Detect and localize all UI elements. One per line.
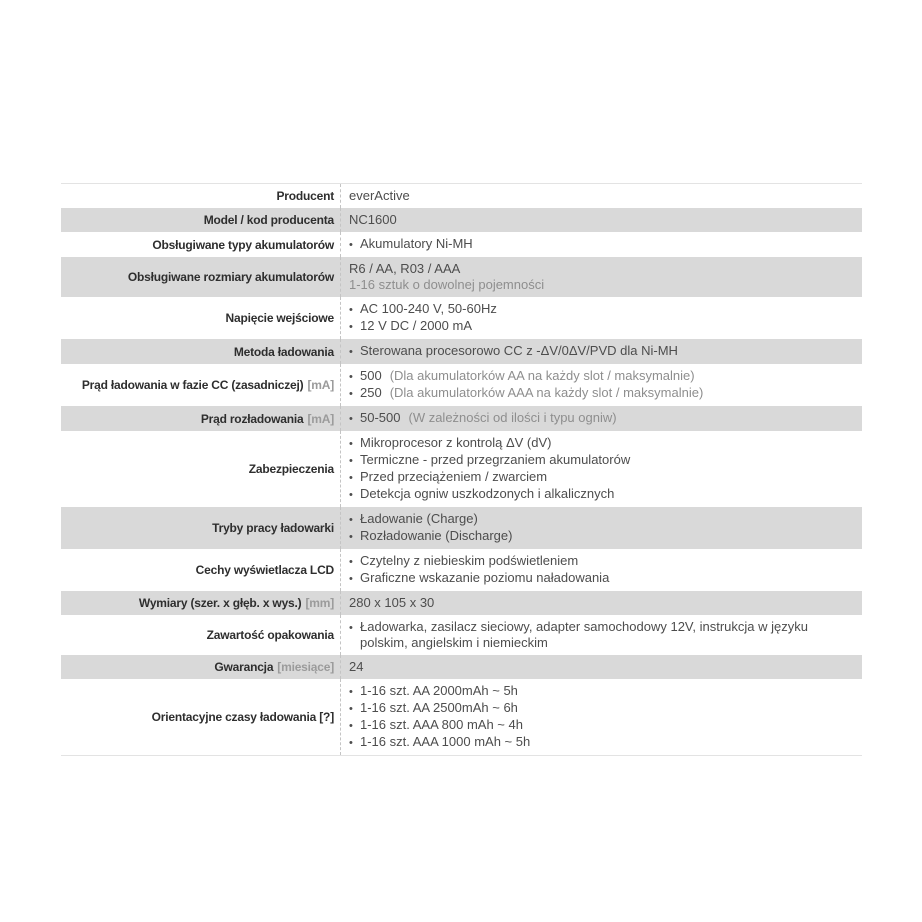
spec-value-text [349, 188, 852, 204]
spec-value-text [360, 700, 852, 716]
spec-value-line [349, 301, 852, 318]
spec-row [61, 232, 862, 257]
spec-value-segment: Graficzne wskazanie poziomu naładowania [360, 570, 610, 585]
bullet-icon: • [349, 514, 353, 526]
spec-value-text [360, 717, 852, 733]
bullet-icon: • [349, 556, 353, 568]
spec-row [61, 549, 862, 591]
spec-value [340, 297, 862, 339]
spec-value-segment: R6 / AA, R03 / AAA [349, 261, 461, 276]
spec-value [340, 232, 862, 257]
spec-value-segment: 280 x 105 x 30 [349, 595, 435, 610]
spec-label-text: Obsługiwane rozmiary akumulatorów [127, 270, 334, 284]
spec-value-segment: Czytelny z niebieskim podświetleniem [360, 553, 579, 568]
spec-label [61, 623, 340, 647]
bullet-icon: • [349, 703, 353, 715]
bullet-icon: • [349, 489, 353, 501]
spec-value-text [360, 452, 852, 468]
spec-label [61, 655, 340, 679]
bullet-icon: • [349, 573, 353, 585]
spec-value-text [360, 343, 852, 359]
spec-row [61, 507, 862, 549]
spec-value-text [360, 435, 852, 451]
spec-row [61, 406, 862, 431]
spec-value-segment: Rozładowanie (Discharge) [360, 528, 513, 543]
spec-row [61, 679, 862, 755]
spec-label-text: Obsługiwane typy akumulatorów [152, 237, 334, 252]
spec-row [61, 655, 862, 679]
spec-row [61, 431, 862, 507]
bullet-icon: • [349, 413, 353, 425]
spec-label-text: Model / kod producenta [203, 213, 334, 227]
spec-row [61, 339, 862, 364]
spec-value-text [360, 410, 852, 426]
spec-value-segment: 1-16 szt. AA 2500mAh ~ 6h [360, 700, 518, 715]
spec-value-segment: NC1600 [349, 212, 397, 227]
spec-value [340, 339, 862, 364]
spec-label [61, 340, 340, 364]
spec-value-line [349, 717, 852, 734]
spec-label-text: Gwarancja [214, 660, 274, 674]
spec-value-segment: (Dla akumulatorków AA na każdy slot / maksymalnie) [389, 368, 695, 383]
spec-row [61, 184, 862, 208]
spec-value-segment: Sterowana procesorowo CC z -ΔV/0ΔV/PVD dla Ni-MH [360, 343, 678, 358]
spec-label-unit: [mm] [305, 596, 334, 610]
spec-label-text: Zawartość opakowania [206, 628, 334, 642]
spec-label [61, 265, 340, 289]
spec-value-segment: Detekcja ogniw uszkodzonych i alkalicznych [360, 486, 615, 501]
spec-value-segment: Akumulatory Ni-MH [360, 236, 473, 251]
spec-value-line [349, 528, 852, 545]
spec-value-line [349, 452, 852, 469]
spec-value-line [349, 410, 852, 427]
spec-row [61, 591, 862, 615]
bullet-icon: • [349, 371, 353, 383]
spec-label [61, 591, 340, 615]
spec-value-text [360, 486, 852, 502]
spec-value-line [349, 385, 852, 402]
spec-value [340, 406, 862, 431]
spec-label [61, 184, 340, 208]
bullet-icon: • [349, 346, 353, 358]
bullet-icon: • [349, 686, 353, 698]
bullet-icon: • [349, 472, 353, 484]
spec-value-text [360, 734, 852, 750]
spec-value-line [349, 435, 852, 452]
spec-value-segment: (Dla akumulatorków AAA na każdy slot / maksymalnie) [389, 385, 704, 400]
spec-label-text: Wymiary (szer. x głęb. x wys.) [138, 596, 302, 610]
spec-label [61, 208, 340, 232]
spec-value-segment: Przed przeciążeniem / zwarciem [360, 469, 548, 484]
spec-value [340, 679, 862, 755]
bullet-icon: • [349, 622, 353, 634]
spec-value-text [349, 261, 852, 277]
spec-value-segment: 1-16 szt. AAA 800 mAh ~ 4h [360, 717, 523, 732]
spec-value [340, 184, 862, 208]
bullet-icon: • [349, 304, 353, 316]
spec-value-segment: 1-16 szt. AA 2000mAh ~ 5h [360, 683, 518, 698]
spec-label [61, 457, 340, 481]
spec-value [340, 208, 862, 232]
spec-label-text: Tryby pracy ładowarki [212, 521, 334, 535]
spec-value [340, 655, 862, 679]
spec-label-unit: [mA] [307, 411, 334, 426]
spec-value-line [349, 469, 852, 486]
spec-label-text: Prąd ładowania w fazie CC (zasadniczej) [81, 378, 304, 392]
spec-row [61, 364, 862, 406]
spec-value [340, 549, 862, 591]
spec-value-text [360, 511, 852, 527]
spec-label [61, 516, 340, 540]
spec-value-segment: AC 100-240 V, 50-60Hz [360, 301, 497, 316]
spec-row [61, 297, 862, 339]
spec-label [61, 233, 340, 257]
spec-value-text [349, 595, 852, 611]
spec-value [340, 507, 862, 549]
spec-value-segment: Ładowanie (Charge) [360, 511, 478, 526]
spec-value-line [349, 236, 852, 253]
bullet-icon: • [349, 531, 353, 543]
spec-label-text: Metoda ładowania [233, 344, 334, 359]
spec-value-line [349, 659, 852, 675]
spec-value-segment: 250 [360, 385, 382, 400]
spec-value-line [349, 619, 852, 651]
spec-label-text: Zabezpieczenia [248, 462, 334, 476]
bullet-icon: • [349, 455, 353, 467]
spec-label-text: Napięcie wejściowe [225, 311, 334, 325]
spec-value-line [349, 261, 852, 277]
bullet-icon: • [349, 737, 353, 749]
spec-value-line [349, 553, 852, 570]
spec-value-line [349, 318, 852, 335]
spec-value-segment: Mikroprocesor z kontrolą ΔV (dV) [360, 435, 552, 450]
bullet-icon: • [349, 720, 353, 732]
spec-row [61, 615, 862, 655]
spec-label [61, 705, 340, 729]
spec-value-text [360, 570, 852, 586]
spec-value-line [349, 700, 852, 717]
spec-label-text: Orientacyjne czasy ładowania [?] [151, 710, 334, 724]
spec-value-line [349, 277, 852, 293]
spec-value [340, 364, 862, 406]
spec-value-segment: 24 [349, 659, 364, 674]
bullet-icon: • [349, 239, 353, 251]
spec-value-text [360, 301, 852, 317]
bullet-icon: • [349, 438, 353, 450]
spec-value-text [360, 469, 852, 485]
spec-value-text [360, 318, 852, 334]
spec-value-segment: (W zależności od ilości i typu ogniw) [408, 410, 617, 425]
spec-label-unit: [miesiące] [277, 660, 334, 674]
spec-value-text [360, 385, 852, 401]
spec-value-text [349, 277, 852, 293]
bullet-icon: • [349, 321, 353, 333]
spec-row [61, 208, 862, 232]
spec-value [340, 257, 862, 297]
spec-value-line [349, 683, 852, 700]
spec-value-text [360, 368, 852, 384]
spec-value-line [349, 486, 852, 503]
spec-value-text [349, 212, 852, 228]
spec-value-line [349, 570, 852, 587]
spec-value-text [349, 659, 852, 675]
spec-value [340, 615, 862, 655]
spec-value-segment: 500 [360, 368, 382, 383]
spec-value-segment: Ładowarka, zasilacz sieciowy, adapter samochodowy 12V, instrukcja w języku polskim, angielskim i niemieckim [360, 619, 808, 650]
bullet-icon: • [349, 388, 353, 400]
spec-value-segment: everActive [349, 188, 410, 203]
spec-label-text: Producent [276, 189, 334, 203]
spec-value-segment: 12 V DC / 2000 mA [360, 318, 472, 333]
spec-value-text [360, 683, 852, 699]
spec-value-text [360, 619, 852, 651]
spec-value-segment: 50-500 [360, 410, 401, 425]
spec-value-line [349, 188, 852, 204]
spec-label-unit: [mA] [307, 378, 334, 392]
spec-label-text: Prąd rozładowania [200, 411, 304, 426]
spec-value-line [349, 511, 852, 528]
spec-label [61, 558, 340, 582]
spec-value-line [349, 734, 852, 751]
spec-label [61, 373, 340, 397]
spec-value-line [349, 343, 852, 360]
spec-value-text [360, 553, 852, 569]
spec-label [61, 407, 340, 431]
product-spec-table [61, 183, 862, 756]
spec-value-text [360, 528, 852, 544]
spec-value [340, 591, 862, 615]
spec-value [340, 431, 862, 507]
spec-value-segment: 1-16 szt. AAA 1000 mAh ~ 5h [360, 734, 531, 749]
spec-value-line [349, 595, 852, 611]
spec-value-text [360, 236, 852, 252]
spec-value-segment: 1-16 sztuk o dowolnej pojemności [349, 277, 545, 292]
spec-value-line [349, 212, 852, 228]
spec-value-line [349, 368, 852, 385]
spec-value-segment: Termiczne - przed przegrzaniem akumulatorów [360, 452, 631, 467]
spec-row [61, 257, 862, 297]
spec-label [61, 306, 340, 330]
spec-label-text: Cechy wyświetlacza LCD [195, 563, 334, 577]
